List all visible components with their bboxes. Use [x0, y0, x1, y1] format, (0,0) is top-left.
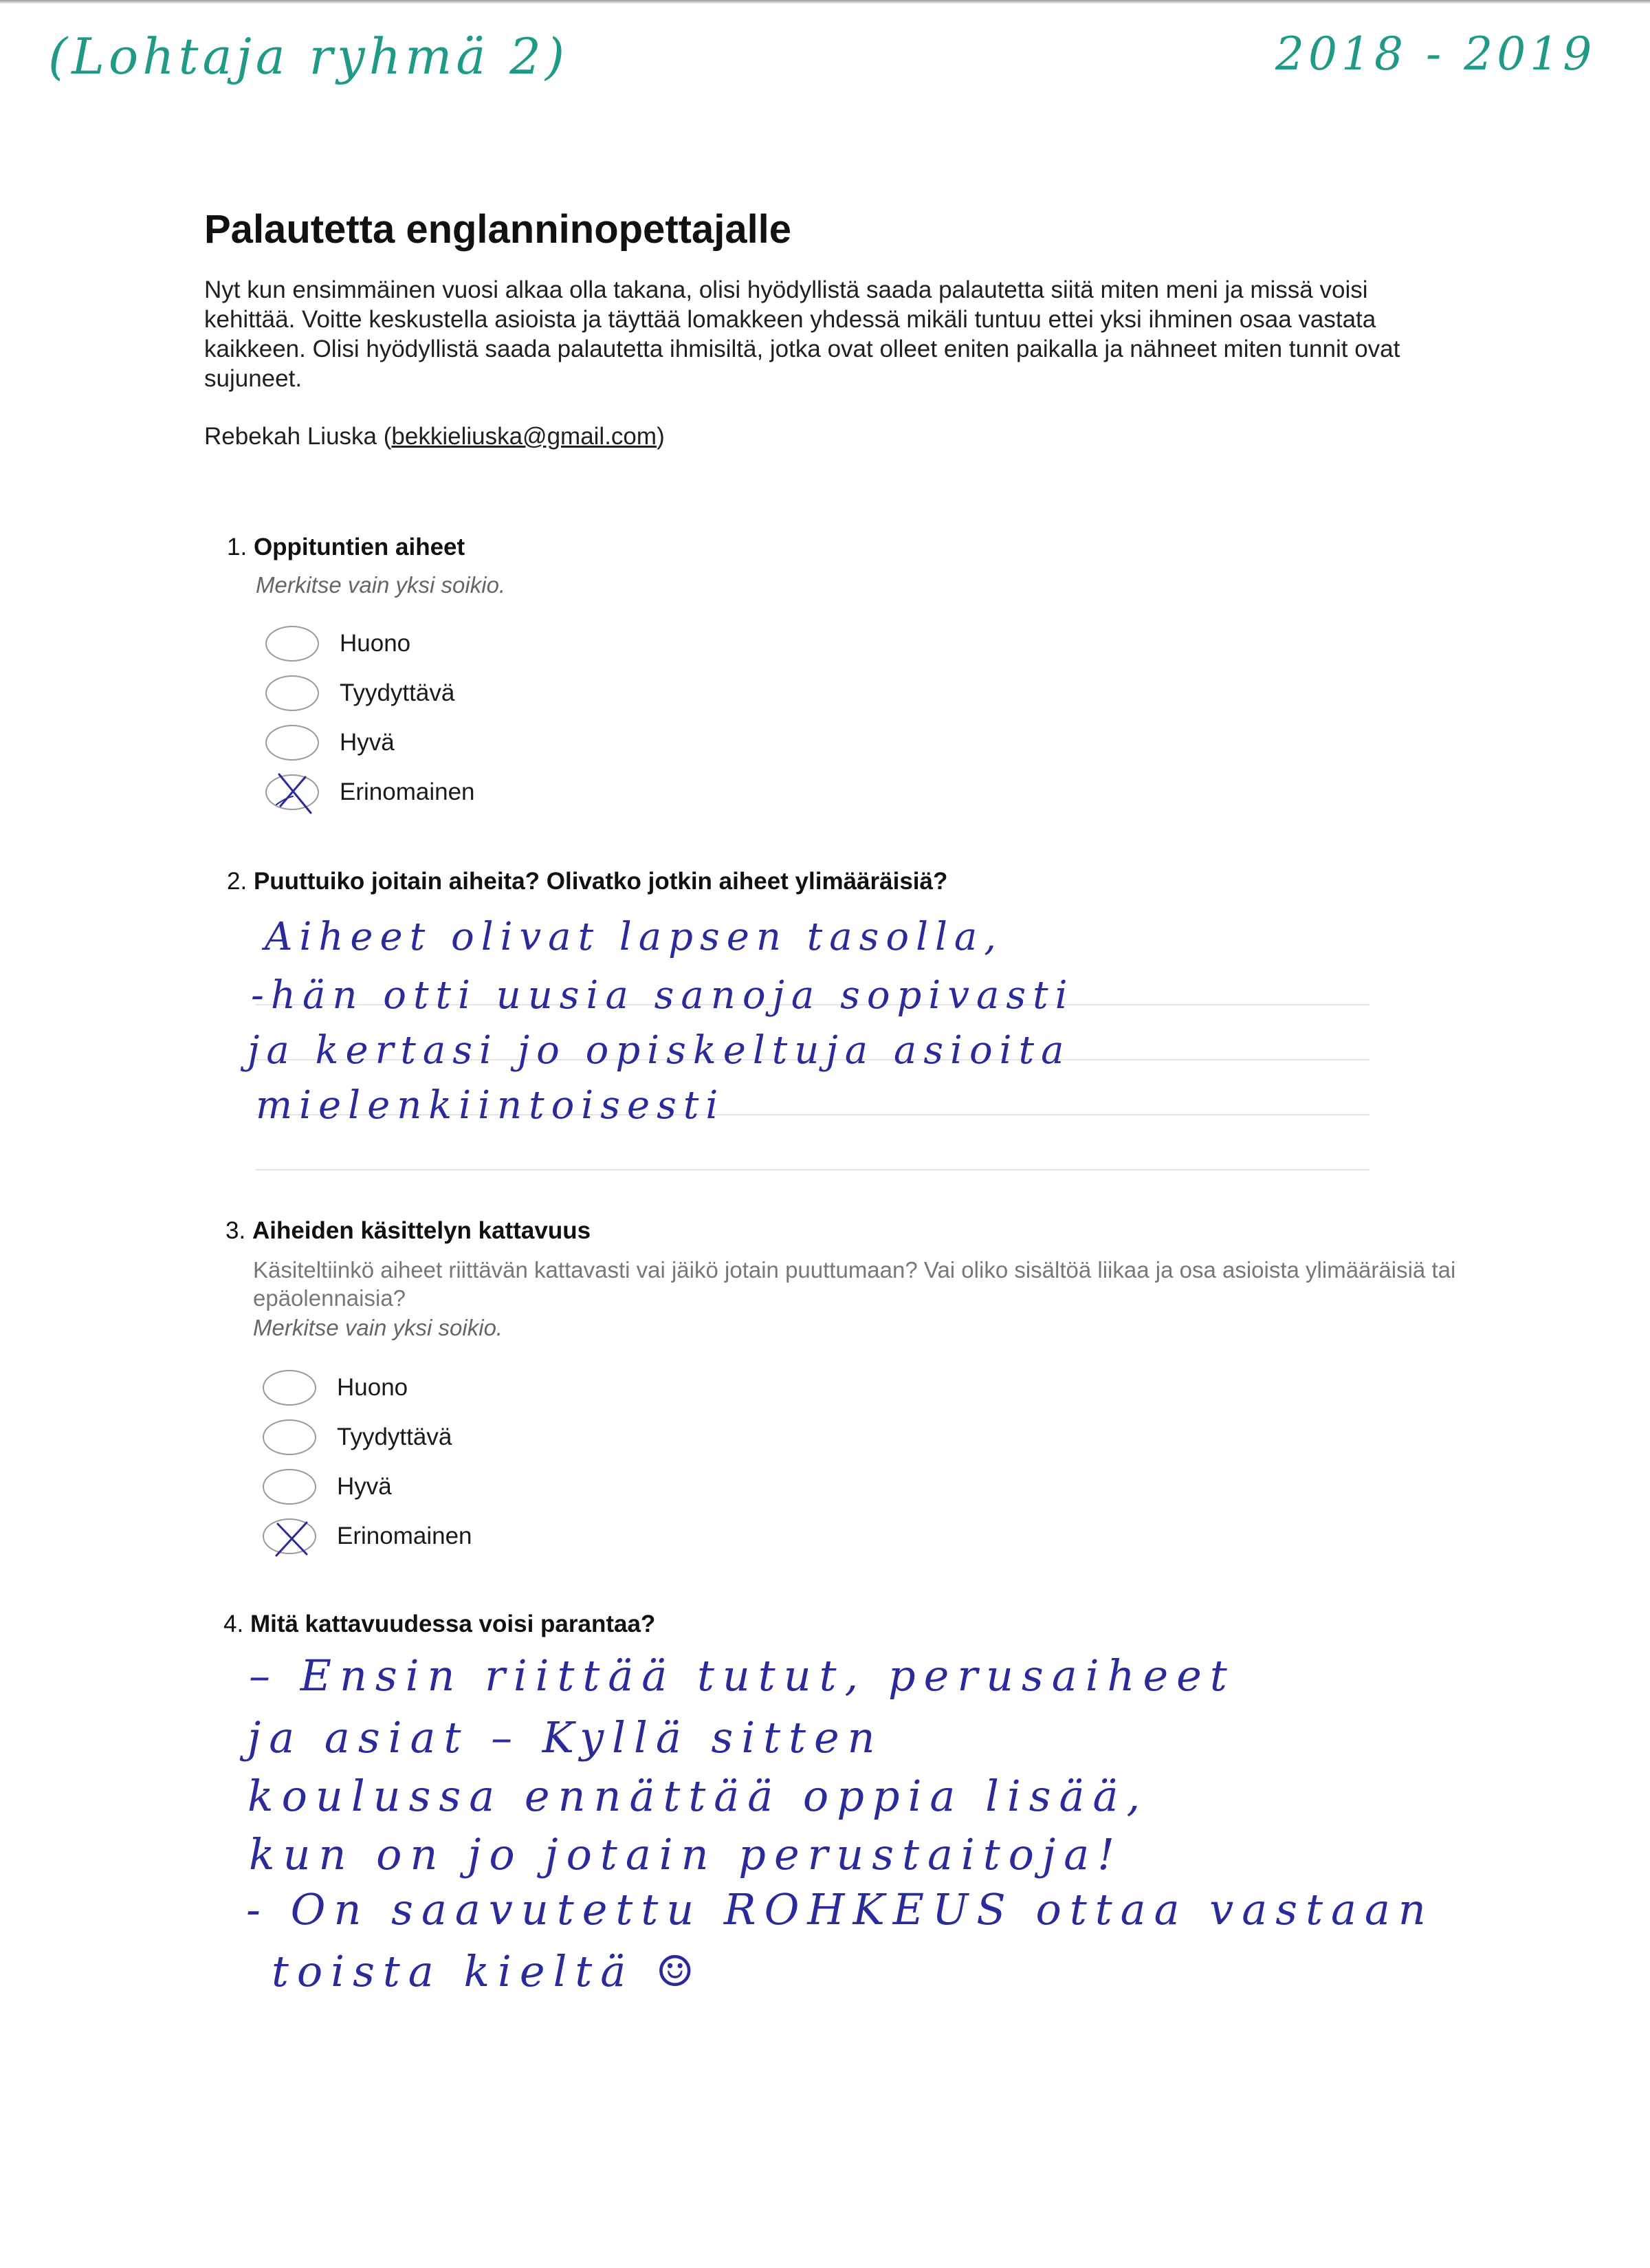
q4-answer-line-6: toista kieltä ☺	[272, 1946, 703, 1996]
scan-edge	[0, 0, 1650, 4]
question-number: 2.	[227, 868, 248, 895]
q4-answer-line-5: - On saavutettu ROHKEUS ottaa vastaan	[246, 1884, 1434, 1934]
form-title: Palautetta englanninopettajalle	[204, 207, 792, 252]
handwritten-cross-mark	[270, 1514, 314, 1562]
author-email-link[interactable]: bekkieliuska@gmail.com	[391, 423, 657, 450]
q2-answer-line-4: mielenkiintoisesti	[256, 1083, 725, 1128]
q1-option-erinomainen[interactable]	[265, 772, 475, 813]
q4-answer-line-4: kun on jo jotain perustaitoja!	[249, 1829, 1123, 1879]
option-label: Huono	[337, 1374, 408, 1401]
question-1-hint: Merkitse vain yksi soikio.	[256, 572, 506, 598]
q2-answer-line-1: Aiheet olivat lapsen tasolla,	[265, 915, 1004, 959]
q2-answer-line-3: ja kertasi jo opiskeltuja asioita	[248, 1028, 1071, 1073]
q2-answer-line-2: -hän otti uusia sanoja sopivasti	[251, 973, 1075, 1018]
form-description: Nyt kun ensimmäinen vuosi alkaa olla takana, olisi hyödyllistä saada palautetta siitä miten meni ja missä voisi kehittää. Voitte keskustella asioista ja täyttää lomakkeen yhdessä mikäli tuntuu ettei yksi ihminen osaa vastata kaikkeen. Olisi hyödyllistä saada palautetta ihmisiltä, jotka ovat olleet eniten paikalla ja nähneet miten tunnit ovat sujuneet.	[204, 276, 1400, 392]
radio-oval-selected[interactable]	[265, 774, 319, 810]
radio-oval-selected[interactable]	[263, 1518, 316, 1554]
q4-answer-line-3: koulussa ennättää oppia lisää,	[248, 1771, 1149, 1821]
author-close: )	[657, 423, 665, 450]
q1-option-tyydyttava[interactable]	[265, 673, 454, 714]
option-label: Huono	[340, 630, 411, 657]
q4-answer-line-1: – Ensin riittää tutut, perusaiheet	[249, 1650, 1235, 1701]
question-1-title	[227, 534, 465, 561]
option-label: Hyvä	[340, 729, 395, 756]
radio-oval[interactable]	[265, 725, 319, 761]
group-annotation: (Lohtaja ryhmä 2)	[48, 28, 569, 85]
question-3-title	[226, 1217, 591, 1245]
q3-option-erinomainen[interactable]	[263, 1516, 472, 1557]
option-label: Erinomainen	[340, 778, 475, 805]
question-title: Aiheiden käsittelyn kattavuus	[252, 1217, 591, 1244]
question-3-help: Käsiteltiinkö aiheet riittävän kattavasti vai jäikö jotain puuttumaan? Vai oliko sisältöä liikaa ja osa asioista ylimääräisiä tai epäolennaisia?	[253, 1257, 1456, 1311]
radio-oval[interactable]	[263, 1469, 316, 1505]
author-name: Rebekah Liuska (	[204, 423, 392, 450]
radio-oval[interactable]	[263, 1419, 316, 1455]
question-3-hint: Merkitse vain yksi soikio.	[253, 1315, 503, 1340]
question-number: 4.	[223, 1611, 244, 1637]
question-title: Puuttuiko joitain aiheita? Olivatko jotkin aiheet ylimääräisiä?	[253, 868, 948, 895]
q4-answer-line-2: ja asiat – Kyllä sitten	[248, 1712, 883, 1763]
question-number: 3.	[226, 1217, 246, 1244]
handwritten-cross-mark	[272, 770, 316, 818]
radio-oval[interactable]	[265, 626, 319, 662]
year-annotation: 2018 - 2019	[1275, 28, 1596, 80]
option-label: Hyvä	[337, 1473, 392, 1500]
radio-oval[interactable]	[265, 675, 319, 711]
q3-option-tyydyttava[interactable]	[263, 1417, 452, 1458]
option-label: Tyydyttävä	[337, 1424, 452, 1450]
question-2-title	[227, 868, 947, 895]
question-number: 1.	[227, 534, 248, 560]
answer-line	[256, 1169, 1370, 1170]
option-label: Erinomainen	[337, 1523, 472, 1549]
q3-option-huono[interactable]	[263, 1367, 408, 1408]
question-title: Oppituntien aiheet	[253, 534, 465, 560]
question-4-title	[223, 1611, 655, 1638]
q1-option-huono[interactable]	[265, 623, 410, 664]
q1-option-hyva[interactable]	[265, 722, 395, 763]
option-label: Tyydyttävä	[340, 679, 455, 706]
q3-option-hyva[interactable]	[263, 1466, 392, 1507]
radio-oval[interactable]	[263, 1370, 316, 1406]
question-title: Mitä kattavuudessa voisi parantaa?	[250, 1611, 656, 1637]
form-author	[204, 423, 665, 450]
